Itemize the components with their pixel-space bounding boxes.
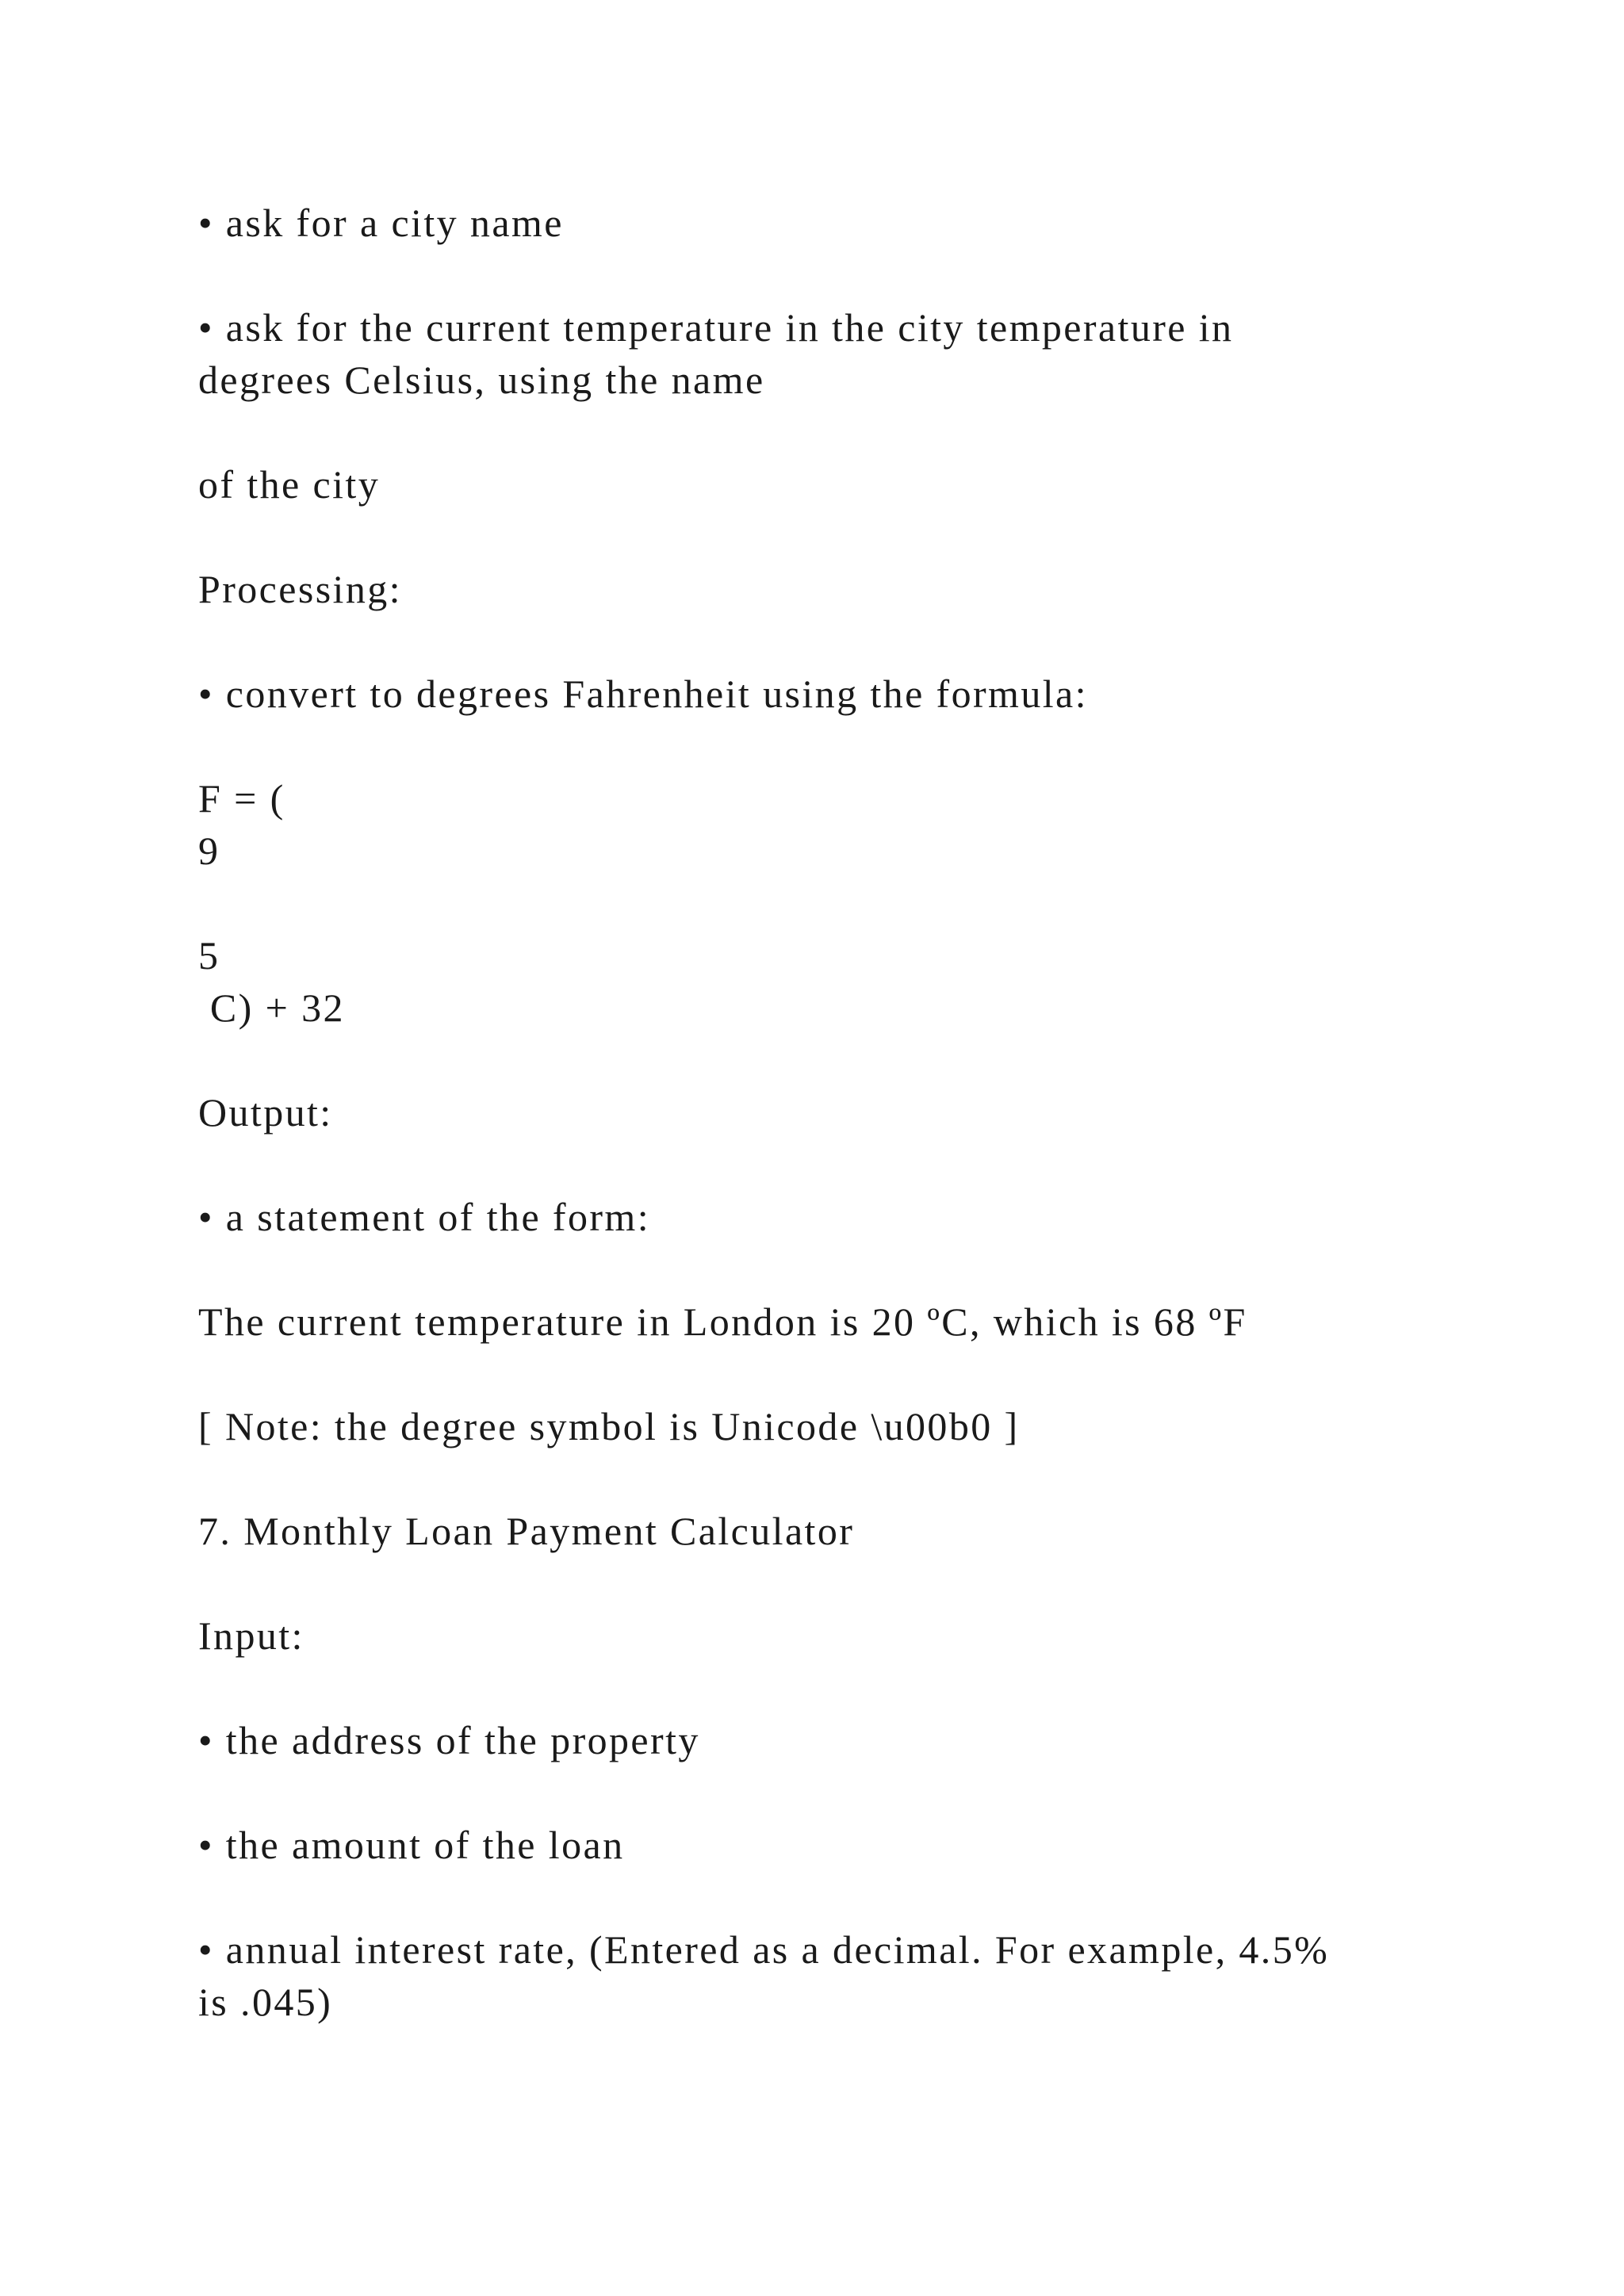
bullet-ask-temperature-line-3: of the city bbox=[198, 462, 381, 507]
bullet-ask-temperature-line-1: • ask for the current temperature in the city temperature in bbox=[198, 305, 1234, 350]
bullet-interest-rate-line-2: is .045) bbox=[198, 1980, 333, 2024]
bullet-convert-fahrenheit: • convert to degrees Fahrenheit using the formula: bbox=[198, 672, 1088, 716]
bullet-ask-city: • ask for a city name bbox=[198, 201, 564, 245]
example-statement: The current temperature in London is 20 ºC, which is 68 ºF bbox=[198, 1299, 1247, 1344]
degree-symbol-note: [ Note: the degree symbol is Unicode \u00b0 ] bbox=[198, 1404, 1020, 1448]
bullet-property-address: • the address of the property bbox=[198, 1718, 700, 1762]
processing-heading: Processing: bbox=[198, 567, 402, 611]
output-heading: Output: bbox=[198, 1090, 333, 1135]
bullet-loan-amount: • the amount of the loan bbox=[198, 1823, 625, 1867]
section-7-heading: 7. Monthly Loan Payment Calculator bbox=[198, 1509, 855, 1553]
formula-numerator: 9 bbox=[198, 828, 220, 873]
formula-denominator: 5 bbox=[198, 933, 220, 978]
formula-rhs: C) + 32 bbox=[198, 985, 345, 1030]
bullet-ask-temperature-line-2: degrees Celsius, using the name bbox=[198, 358, 765, 402]
formula-lhs: F = ( bbox=[198, 776, 285, 821]
bullet-statement-form: • a statement of the form: bbox=[198, 1195, 651, 1239]
input-heading: Input: bbox=[198, 1613, 304, 1658]
bullet-interest-rate-line-1: • annual interest rate, (Entered as a decimal. For example, 4.5% bbox=[198, 1927, 1330, 1972]
